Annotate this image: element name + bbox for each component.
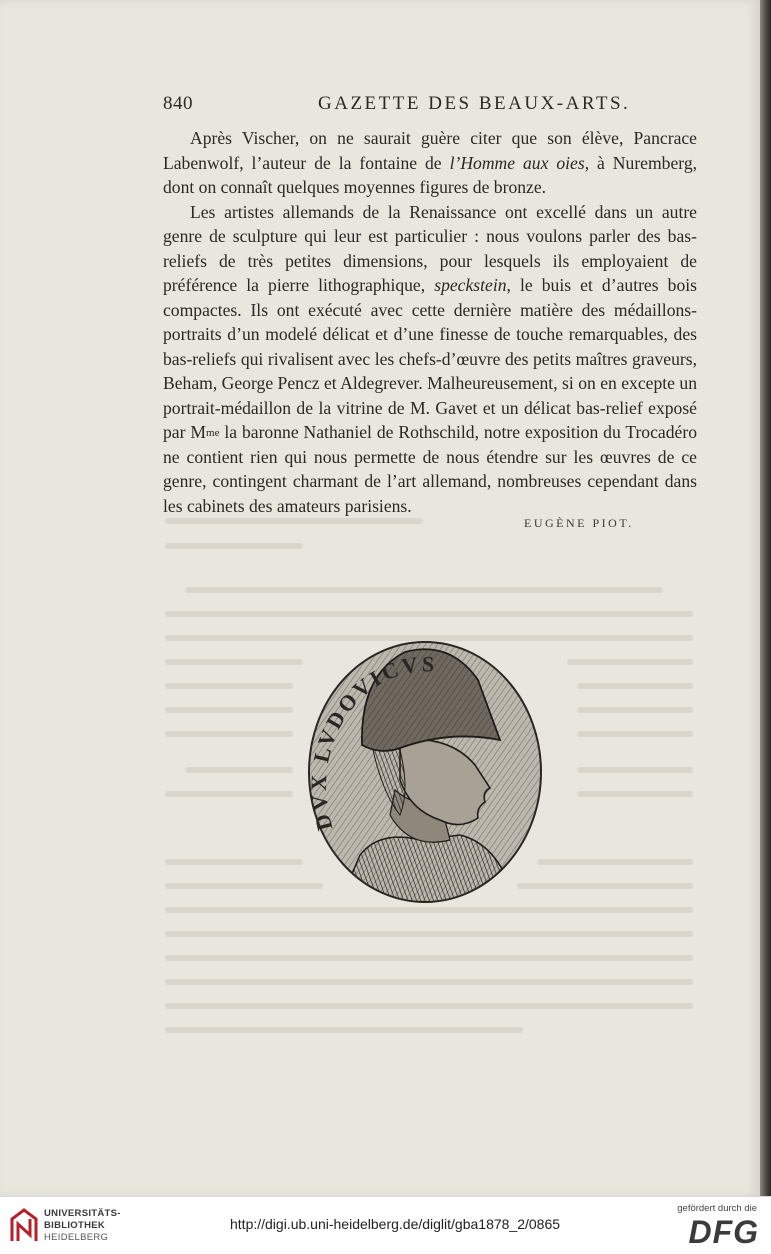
paragraph-2 [163, 200, 697, 519]
portrait-medallion [300, 640, 550, 912]
artwork-title: l’Homme aux oies [449, 152, 585, 173]
paragraph-2-text-a: Les artistes allemands de la Renaissance ont excellé dans un autre genre de sculpture qui leur est particulier : nous voulons parler des bas-reliefs de très petites dimensions, pour lesquels ils employaient de préférence la pierre lithographique, [163, 201, 697, 295]
permalink-url[interactable]: http://digi.ub.uni-heidelberg.de/diglit/gba1878_2/0865 [230, 1216, 561, 1232]
paragraph-2-text-c: la baronne Nathaniel de Rothschild, notre exposition du Trocadéro ne contient rien qui nous permette de nous étendre sur les œuvres de ce genre, contingent charmant de l’art allemand, nombreuses cependant dans les cabinets des amateurs parisiens. [163, 422, 697, 516]
funding-note: gefördert durch die [677, 1203, 757, 1214]
library-name-line-2: BIBLIOTHEK [44, 1220, 106, 1231]
paragraph-1-text-b: , à Nuremberg, dont on connaît quelques moyennes figures de bronze. [163, 152, 698, 197]
title-superscript: me [206, 427, 220, 439]
library-name-line-1: UNIVERSITÄTS- [44, 1208, 121, 1219]
article-body [163, 126, 697, 518]
running-head [163, 93, 703, 117]
page-edge [760, 0, 771, 1196]
paragraph-1-text-a: Après Vischer, on ne saurait guère citer que son élève, Pancrace Labenwolf, l’auteur de la fontaine de [163, 128, 697, 173]
medallion-inscription: DVX LVDOVICVS [305, 651, 438, 834]
university-library-logo-icon [9, 1207, 39, 1243]
author-signature: EUGÈNE PIOT. [524, 516, 634, 530]
page-number: 840 [163, 93, 193, 114]
dfg-logo: DFG [688, 1214, 759, 1250]
material-term: speckstein [434, 275, 507, 295]
journal-title: GAZETTE DES BEAUX-ARTS. [318, 93, 631, 114]
paragraph-2-text-b: , le buis et d’autres bois compactes. Ils ont exécuté avec cette dernière matière des médaillons-portraits d’un modelé délicat et d’une finesse de touche remarquables, des bas-reliefs qui rivalisent avec les chefs-d’œuvre des petits maîtres graveurs, Beham, George Pencz et Aldegrever. Malheureusement, si on en excepte un portrait-médaillon de la vitrine de M. Gavet et un délicat bas-relief exposé par M [163, 275, 697, 442]
library-name-line-3: HEIDELBERG [44, 1232, 109, 1243]
paragraph-1 [163, 126, 697, 200]
